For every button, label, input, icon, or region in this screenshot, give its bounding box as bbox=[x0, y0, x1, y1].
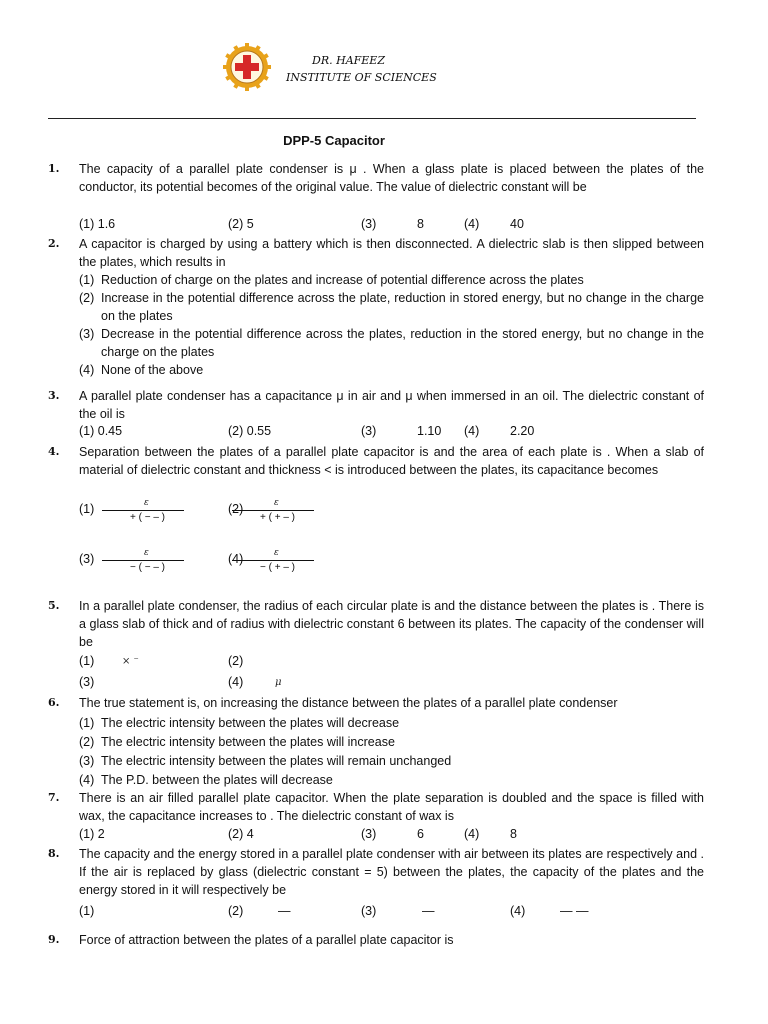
question-3 bbox=[48, 387, 704, 423]
q4-option-4-key: (4) bbox=[228, 552, 244, 566]
option bbox=[79, 752, 704, 770]
q1-option-3-key: (3) bbox=[361, 217, 377, 231]
q5-option-3-key: (3) bbox=[79, 675, 95, 689]
fraction-denominator: + ( − ‒ ) bbox=[130, 512, 166, 523]
q4-option-1-key: (1) bbox=[79, 502, 95, 516]
page-title bbox=[0, 133, 768, 148]
institute-name bbox=[286, 52, 437, 86]
option-key: (4) bbox=[79, 363, 95, 377]
fraction-numerator: ε bbox=[144, 548, 149, 558]
q3-option-1: (1) 0.45 bbox=[79, 424, 123, 438]
q1-option-1: (1) 1.6 bbox=[79, 217, 116, 231]
fraction-bar bbox=[232, 510, 314, 511]
fraction-denominator: − ( − ‒ ) bbox=[130, 562, 166, 573]
option-text: The P.D. between the plates will decrease bbox=[101, 773, 333, 787]
question-number: 2. bbox=[48, 237, 60, 250]
question-6 bbox=[48, 694, 704, 789]
fraction-numerator: ε bbox=[274, 498, 279, 508]
q3-option-3-key: (3) bbox=[361, 424, 377, 438]
question-text: There is an air filled parallel plate capacitor. When the plate separation is doubled and the space is filled with wax, the capacitance increases to . The dielectric constant of wax is bbox=[79, 791, 704, 823]
question-2 bbox=[48, 235, 704, 379]
option-text: Reduction of charge on the plates and increase of potential difference across the plates bbox=[101, 273, 584, 287]
option-text: Increase in the potential difference across the plate, reduction in stored energy, but no change in the charge on the plates bbox=[101, 291, 704, 323]
fraction-bar bbox=[232, 560, 314, 561]
question-text: The capacity of a parallel plate condenser is μ . When a glass plate is placed between the plates of the conductor, its potential becomes of the original value. The value of dielectric constant will be bbox=[79, 162, 704, 194]
q1-option-3-value: 8 bbox=[417, 217, 424, 231]
option-key: (1) bbox=[79, 716, 95, 730]
fraction-bar bbox=[102, 510, 184, 511]
option-text: The electric intensity between the plates will increase bbox=[101, 735, 395, 749]
option-text: The electric intensity between the plates will remain unchanged bbox=[101, 754, 452, 768]
question-5 bbox=[48, 597, 704, 651]
q1-option-4-value: 40 bbox=[510, 217, 524, 231]
question-number: 8. bbox=[48, 847, 60, 860]
fraction-numerator: ε bbox=[144, 498, 149, 508]
question-text: Force of attraction between the plates of a parallel plate capacitor is bbox=[79, 933, 454, 947]
option-text: Decrease in the potential difference across the plates, reduction in the stored energy, but no change in the charge on the plates bbox=[101, 327, 704, 359]
question-9 bbox=[48, 931, 704, 949]
option-key: (3) bbox=[79, 327, 95, 341]
option-text: The electric intensity between the plates will decrease bbox=[101, 716, 400, 730]
option bbox=[79, 271, 704, 289]
fraction-denominator: + ( + ‒ ) bbox=[260, 512, 296, 523]
q5-option-4-value: μ bbox=[275, 677, 282, 688]
q8-option-3-key: (3) bbox=[361, 904, 377, 918]
question-text: A capacitor is charged by using a battery which is then disconnected. A dielectric slab is then slipped between the plates, which results in bbox=[79, 237, 704, 269]
q8-option-4-value: — — bbox=[560, 904, 589, 918]
option-key: (4) bbox=[79, 773, 95, 787]
institute-line-1: DR. HAFEEZ bbox=[312, 54, 385, 67]
question-number: 4. bbox=[48, 445, 60, 458]
q7-option-1: (1) 2 bbox=[79, 827, 105, 841]
header-divider bbox=[48, 118, 696, 119]
option-key: (2) bbox=[79, 735, 95, 749]
q3-option-4-key: (4) bbox=[464, 424, 480, 438]
option bbox=[79, 361, 704, 379]
option bbox=[79, 289, 704, 325]
q3-option-4-value: 2.20 bbox=[510, 424, 535, 438]
question-text: A parallel plate condenser has a capacitance μ in air and μ when immersed in an oil. The dielectric constant of the oil is bbox=[79, 389, 704, 421]
fraction-denominator: − ( + ‒ ) bbox=[260, 562, 296, 573]
option bbox=[79, 714, 704, 732]
fraction-bar bbox=[102, 560, 184, 561]
institute-logo-icon bbox=[222, 42, 272, 92]
q4-option-3-key: (3) bbox=[79, 552, 95, 566]
q8-option-2-key: (2) bbox=[228, 904, 244, 918]
q4-option-2-fraction bbox=[230, 500, 320, 538]
q7-option-3-key: (3) bbox=[361, 827, 377, 841]
q1-option-2: (2) 5 bbox=[228, 217, 254, 231]
title-text: DPP-5 Capacitor bbox=[283, 133, 385, 148]
q4-option-1-fraction bbox=[100, 500, 190, 538]
question-number: 1. bbox=[48, 162, 60, 175]
q7-option-4-key: (4) bbox=[464, 827, 480, 841]
question-number: 3. bbox=[48, 389, 60, 402]
question-number: 5. bbox=[48, 599, 60, 612]
q5-option-4-key: (4) bbox=[228, 675, 244, 689]
option bbox=[79, 771, 704, 789]
option-key: (2) bbox=[79, 291, 95, 305]
option-key: (1) bbox=[79, 273, 95, 287]
question-7 bbox=[48, 789, 704, 825]
q4-option-2-key: (2) bbox=[228, 502, 244, 516]
option bbox=[79, 325, 704, 361]
q3-option-3-value: 1.10 bbox=[417, 424, 442, 438]
question-1 bbox=[48, 160, 704, 196]
q8-option-1-key: (1) bbox=[79, 904, 95, 918]
q7-option-3-value: 6 bbox=[417, 827, 424, 841]
fraction-numerator: ε bbox=[274, 548, 279, 558]
option-text: None of the above bbox=[101, 363, 204, 377]
question-number: 6. bbox=[48, 696, 60, 709]
question-text: Separation between the plates of a parallel plate capacitor is and the area of each plate is . When a slab of material of dielectric constant and thickness < is introduced between the plates, its capacitance becomes bbox=[79, 445, 704, 477]
q7-option-4-value: 8 bbox=[510, 827, 517, 841]
question-4 bbox=[48, 443, 704, 479]
q7-option-2: (2) 4 bbox=[228, 827, 254, 841]
q4-option-3-fraction bbox=[100, 550, 190, 588]
q8-option-2-value: — bbox=[278, 904, 291, 918]
option bbox=[79, 733, 704, 751]
q5-option-1-value: × ⁻ bbox=[122, 656, 139, 667]
question-text: The true statement is, on increasing the distance between the plates of a parallel plate condenser bbox=[79, 696, 618, 710]
institute-line-2: INSTITUTE OF SCIENCES bbox=[286, 71, 437, 84]
option-key: (3) bbox=[79, 754, 95, 768]
question-text: The capacity and the energy stored in a parallel plate condenser with air between its plates are respectively and . If the air is replaced by glass (dielectric constant = 5) between the plates, the capacity of the plates and the energy stored in it will respectively be bbox=[79, 847, 704, 897]
question-8 bbox=[48, 845, 704, 899]
question-number: 7. bbox=[48, 791, 60, 804]
question-text: In a parallel plate condenser, the radius of each circular plate is and the distance between the plates is . There is a glass slab of thick and of radius with dielectric constant 6 between its plates. The capacity of the condenser will be bbox=[79, 599, 704, 649]
institute-header bbox=[222, 42, 452, 108]
q3-option-2: (2) 0.55 bbox=[228, 424, 272, 438]
q5-option-2-key: (2) bbox=[228, 654, 244, 668]
q1-option-4-key: (4) bbox=[464, 217, 480, 231]
question-number: 9. bbox=[48, 933, 60, 946]
q8-option-4-key: (4) bbox=[510, 904, 526, 918]
q5-option-1-key: (1) bbox=[79, 654, 95, 668]
q8-option-3-value: — bbox=[422, 904, 435, 918]
q4-option-4-fraction bbox=[230, 550, 320, 588]
